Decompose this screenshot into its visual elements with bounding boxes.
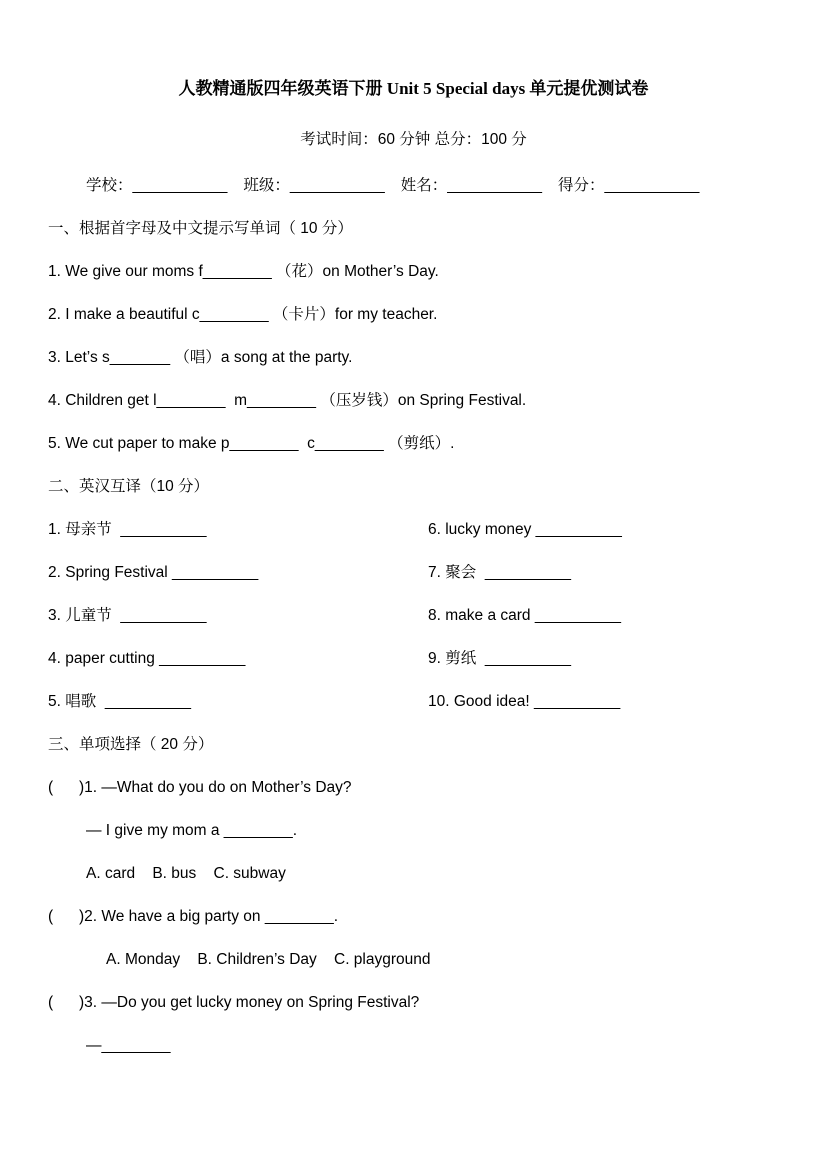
- class-field: [243, 164, 384, 207]
- section2-item-9: 9. 剪纸 __________: [428, 650, 572, 667]
- section2-item-2: 2. Spring Festival __________: [48, 564, 259, 581]
- section1-item-1: 1. We give our moms f________ （花）on Mother’s Day.: [48, 263, 439, 280]
- section2-item-7: 7. 聚会 __________: [428, 564, 572, 581]
- section2-row-4: [48, 637, 779, 680]
- section1-item-3: 3. Let’s s_______ （唱）a song at the party.: [48, 349, 353, 366]
- section1-item-2: 2. I make a beautiful c________ （卡片）for my teacher.: [48, 306, 438, 323]
- name-label: 姓名：: [400, 177, 448, 194]
- section1-heading: 一、根据首字母及中文提示写单词（ 10 分）: [48, 220, 353, 237]
- school-label: 学校：: [86, 177, 133, 194]
- score-label: 得分：: [558, 177, 605, 194]
- class-blank[interactable]: ___________: [289, 177, 385, 194]
- student-info-row: [48, 164, 779, 207]
- school-blank[interactable]: ___________: [132, 177, 228, 194]
- name-field: [401, 164, 542, 207]
- section3-q1-options: A. card B. bus C. subway: [86, 865, 286, 882]
- section3-q1-question: ( )1. —What do you do on Mother’s Day?: [48, 779, 352, 796]
- name-blank[interactable]: ___________: [447, 177, 543, 194]
- section2-row-5: [48, 680, 779, 723]
- section3-q1-answer-line: — I give my mom a ________.: [86, 822, 298, 839]
- score-blank[interactable]: ___________: [604, 177, 700, 194]
- section2-row-2: [48, 551, 779, 594]
- section2-item-1: 1. 母亲节 __________: [48, 521, 207, 538]
- section2-item-5: 5. 唱歌 __________: [48, 693, 192, 710]
- section2-item-10: 10. Good idea! __________: [428, 693, 621, 710]
- section1-item-4: 4. Children get l________ m________ （压岁钱）on Spring Festival.: [48, 392, 527, 409]
- section2-row-1: [48, 508, 779, 551]
- section2-row-3: [48, 594, 779, 637]
- section2-item-3: 3. 儿童节 __________: [48, 607, 207, 624]
- class-label: 班级：: [243, 177, 290, 194]
- school-field: [86, 164, 227, 207]
- section2-item-8: 8. make a card __________: [428, 607, 622, 624]
- section3-q3-answer-line: —________: [86, 1037, 171, 1054]
- section3-q3-question: ( )3. —Do you get lucky money on Spring Festival?: [48, 994, 420, 1011]
- section3-heading: 三、单项选择（ 20 分）: [48, 736, 214, 753]
- section1-item-5: 5. We cut paper to make p________ c________ （剪纸）.: [48, 435, 455, 452]
- section3-q2-options: A. Monday B. Children’s Day C. playground: [106, 951, 431, 968]
- section3-q2-question: ( )2. We have a big party on ________.: [48, 908, 339, 925]
- section2-heading: 二、英汉互译（10 分）: [48, 478, 210, 495]
- exam-time-score: 考试时间：60 分钟 总分：100 分: [300, 131, 527, 148]
- section2-item-6: 6. lucky money __________: [428, 521, 622, 538]
- page-title: 人教精通版四年级英语下册 Unit 5 Special days 单元提优测试卷: [178, 79, 649, 98]
- section2-item-4: 4. paper cutting __________: [48, 650, 246, 667]
- score-field: [558, 164, 699, 207]
